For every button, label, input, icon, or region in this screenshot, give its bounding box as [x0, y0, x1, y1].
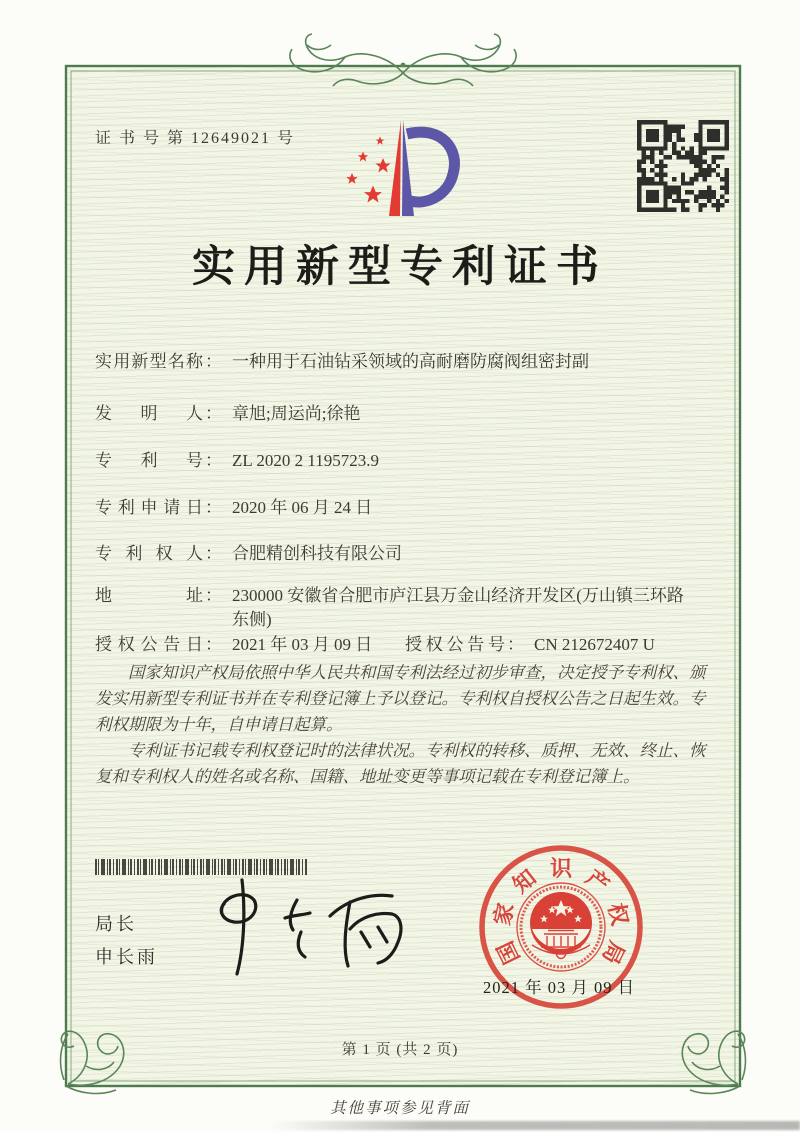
svg-text:产: 产: [581, 864, 614, 898]
field-colon: ：: [205, 451, 222, 470]
legal-text-block: [95, 660, 709, 790]
national-emblem-icon: [517, 883, 605, 971]
svg-text:知: 知: [508, 864, 541, 898]
certificate-number: 证 书 号 第 12649021 号: [95, 130, 296, 147]
field-row-grant: [95, 633, 735, 657]
field-label: 专 利 号: [95, 451, 203, 470]
svg-text:国: 国: [492, 937, 525, 969]
field-colon: ：: [507, 635, 524, 654]
cnipa-logo-icon: [330, 110, 470, 232]
field-row-address: [95, 584, 735, 632]
seal-date: 2021 年 03 月 09 日: [482, 978, 636, 997]
field-colon: ：: [205, 586, 222, 605]
page-shadow: [270, 1121, 800, 1130]
official-seal: [468, 834, 654, 1020]
svg-text:识: 识: [549, 856, 573, 881]
field-label: 实用新型名称: [95, 352, 203, 371]
certificate-title: 实用新型专利证书: [192, 244, 608, 291]
field-grant-number: [405, 633, 655, 657]
director-name-label: 申长雨: [95, 947, 158, 967]
svg-text:权: 权: [603, 900, 633, 928]
field-row-filing-date: [95, 496, 735, 520]
field-label: 授权公告日: [95, 635, 203, 654]
field-value: 合肥精创科技有限公司: [232, 544, 402, 563]
field-row-name: [95, 350, 735, 374]
field-label: 专利申请日: [95, 498, 203, 517]
director-title-label: 局长: [95, 914, 137, 934]
field-value: 2020 年 06 月 24 日: [232, 498, 373, 517]
qr-code: [637, 120, 729, 212]
field-label: 专 利 权 人: [95, 544, 203, 563]
field-label: 授权公告号: [405, 635, 505, 654]
field-value: 一种用于石油钻采领域的高耐磨防腐阀组密封副: [232, 352, 589, 371]
field-colon: ：: [205, 404, 222, 423]
field-value: 章旭;周运尚;徐艳: [232, 404, 361, 423]
field-value: 230000 安徽省合肥市庐江县万金山经济开发区(万山镇三环路东侧): [232, 586, 684, 629]
field-colon: ：: [205, 544, 222, 563]
field-value: ZL 2020 2 1195723.9: [232, 451, 380, 470]
field-row-patentee: [95, 542, 735, 566]
legal-paragraph-1: 国家知识产权局依照中华人民共和国专利法经过初步审查，决定授予专利权、颁发实用新型专利证书并在专利登记簿上予以登记。专利权自授权公告之日起生效。专利权期限为十年，自申请日起算。: [95, 663, 706, 734]
svg-text:局: 局: [597, 937, 630, 969]
field-row-patent-no: [95, 449, 735, 473]
back-side-note: 其他事项参见背面: [329, 1100, 470, 1117]
field-label: 地 址: [95, 586, 203, 605]
director-signature: [200, 872, 425, 984]
field-colon: ：: [205, 498, 222, 517]
legal-paragraph-2: 专利证书记载专利权登记时的法律状况。专利权的转移、质押、无效、终止、恢复和专利权人的姓名或名称、国籍、地址变更等事项记载在专利登记簿上。: [95, 741, 706, 786]
field-colon: ：: [205, 635, 222, 654]
svg-text:家: 家: [489, 900, 519, 928]
field-colon: ：: [205, 352, 222, 371]
page-number: 第 1 页 (共 2 页): [341, 1042, 459, 1058]
field-label: 发 明 人: [95, 404, 203, 423]
field-row-inventor: [95, 402, 735, 426]
field-value: CN 212672407 U: [534, 635, 655, 654]
field-value: 2021 年 03 月 09 日: [232, 635, 373, 654]
